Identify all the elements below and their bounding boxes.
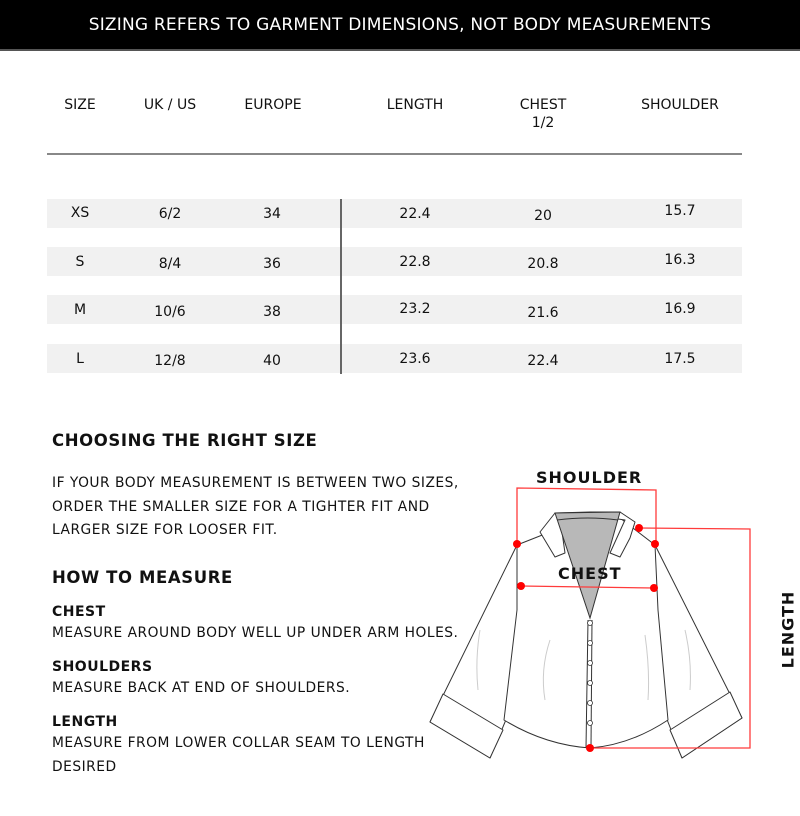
header-size: SIZE (64, 97, 96, 113)
measure-shoulders-label: SHOULDERS (52, 659, 153, 675)
choosing-title: CHOOSING THE RIGHT SIZE (52, 431, 318, 450)
choosing-line: LARGER SIZE FOR LOOSER FIT. (52, 522, 278, 538)
cell-chest: 22.4 (527, 353, 559, 369)
cell-shoulder: 16.3 (664, 252, 696, 268)
measure-length-line: DESIRED (52, 758, 117, 775)
table-row (47, 199, 742, 228)
cell-shoulder: 17.5 (664, 351, 696, 367)
cell-size: M (73, 302, 87, 318)
header-divider (47, 153, 742, 155)
cell-size: L (76, 351, 84, 367)
cell-size: XS (70, 205, 90, 221)
cell-shoulder: 16.9 (664, 301, 696, 317)
table-row (47, 295, 742, 324)
table-row (47, 344, 742, 373)
cell-length: 22.8 (399, 254, 431, 270)
measure-length-text (52, 732, 425, 779)
header-length: LENGTH (386, 97, 444, 113)
cell-chest: 20.8 (527, 256, 559, 272)
choosing-line: ORDER THE SMALLER SIZE FOR A TIGHTER FIT AND (52, 498, 430, 515)
measure-length-label: LENGTH (52, 714, 118, 730)
cell-size: S (75, 254, 85, 270)
diagram-shoulder-label: SHOULDER (536, 468, 643, 487)
diagram-length-label: LENGTH (778, 590, 798, 669)
cell-chest: 21.6 (527, 305, 559, 321)
cell-chest: 20 (534, 208, 552, 224)
cell-shoulder: 15.7 (664, 203, 696, 219)
measure-shoulders-text: MEASURE BACK AT END OF SHOULDERS. (52, 680, 351, 696)
cell-uk-us: 8/4 (158, 256, 182, 272)
cell-uk-us: 12/8 (154, 353, 186, 369)
choosing-line: IF YOUR BODY MEASUREMENT IS BETWEEN TWO SIZES, (52, 475, 459, 491)
header-shoulder: SHOULDER (641, 97, 719, 113)
cell-europe: 40 (263, 353, 281, 369)
choosing-text (52, 472, 459, 543)
cell-length: 22.4 (399, 206, 431, 222)
how-to-measure-title: HOW TO MEASURE (52, 568, 233, 587)
measure-chest-text: MEASURE AROUND BODY WELL UP UNDER ARM HOLES. (52, 625, 459, 641)
table-row (47, 247, 742, 276)
cell-europe: 38 (263, 304, 281, 320)
cell-europe: 36 (263, 256, 281, 272)
shirt-measurement-diagram (420, 460, 800, 790)
diagram-chest-label: CHEST (558, 564, 622, 583)
header-europe: EUROPE (244, 97, 302, 113)
header-chest-label: CHEST (519, 97, 567, 113)
cell-europe: 34 (263, 206, 281, 222)
measure-chest-label: CHEST (52, 604, 106, 620)
sizing-banner (0, 0, 800, 51)
header-uk-us: UK / US (143, 97, 197, 113)
cell-length: 23.6 (399, 351, 431, 367)
measure-length-line: MEASURE FROM LOWER COLLAR SEAM TO LENGTH (52, 735, 425, 751)
header-chest (520, 96, 567, 132)
header-chest-subheader: 1/2 (531, 115, 555, 131)
column-separator (340, 199, 342, 374)
cell-uk-us: 10/6 (154, 304, 186, 320)
shirt-illustration-icon (420, 460, 800, 790)
banner-text: SIZING REFERS TO GARMENT DIMENSIONS, NOT BODY MEASUREMENTS (88, 14, 712, 35)
cell-length: 23.2 (399, 301, 431, 317)
cell-uk-us: 6/2 (158, 206, 182, 222)
